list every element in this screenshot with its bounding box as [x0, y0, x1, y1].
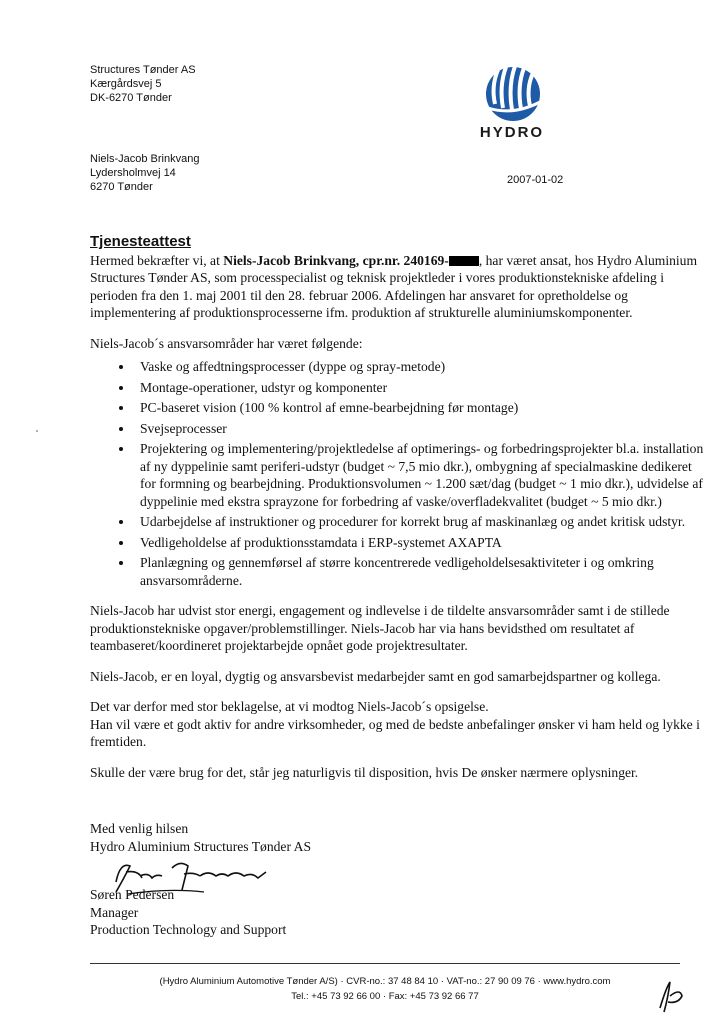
list-item: • Svejseprocesser	[134, 420, 708, 438]
recipient-name: Niels-Jacob Brinkvang	[90, 153, 200, 165]
regret-line-1: Det var derfor med stor beklagelse, at vi modtog Niels-Jacob´s opsigelse.	[90, 699, 489, 714]
list-item: • Projektering og implementering/projektledelse af optimerings- og forbedringsprojekter bl.a. installation af ny dyppelinie samt periferi-udstyr (budget ~ 7,5 mio dkr.), ombygning af specialmaskine dedikeret for formning og bearbejdning. Produktionsvolumen ~ 1.200 sæt/dag (budget ~ 1 mio dkr.), udvidelse af dyppelinie med ekstra sprayzone for forbedring af vaske/overfladekvalitet (budget ~ 5 mio dkr.)	[134, 440, 708, 510]
signer-name: Søren Pedersen	[90, 887, 175, 902]
closing-company: Hydro Aluminium Structures Tønder AS	[90, 838, 312, 854]
letter-date: 2007-01-02	[507, 174, 564, 186]
redaction-bar	[449, 256, 479, 266]
signer-role: Manager	[90, 904, 139, 920]
intro-post: , har været ansat, hos Hydro Aluminium Structures Tønder AS, som processpecialist og teknisk projektleder i vores produktionstekniske afdeling i perioden fra den 1. maj 2001 til den 28. februar 2006. Afdelingen har ansvaret for opretholdelse og implementering af produktionsprocesserne ifm. produktion af strukturelle aluminiumskomponenter.	[90, 252, 698, 320]
letter-body	[90, 233, 708, 794]
sender-address	[90, 63, 196, 105]
footer-company-line: (Hydro Aluminium Automotive Tønder A/S) · CVR-no.: 37 48 84 10 · VAT-no.: 27 90 09 76 · www.hydro.com	[159, 976, 611, 987]
list-item: • Planlægning og gennemførsel af større koncentrerede vedligeholdelsesaktiviteter i og omkring ansvarsområderne.	[134, 554, 708, 589]
letter-footer	[90, 974, 680, 1004]
loyal-paragraph: Niels-Jacob, er en loyal, dygtig og ansvarsbevist medarbejder samt en god samarbejdspartner og kollega.	[90, 668, 661, 684]
regret-line-2: Han vil være et godt aktiv for andre virksomheder, og med de bedste anbefalinger ønsker vi ham held og lykke i fremtiden.	[90, 716, 700, 749]
responsibilities-intro: Niels-Jacob´s ansvarsområder har været følgende:	[90, 335, 363, 351]
closing-block	[90, 820, 311, 855]
recipient-street: Lydersholmvej 14	[90, 167, 176, 179]
responsibilities-list	[90, 358, 708, 589]
signer-department: Production Technology and Support	[90, 922, 287, 937]
regret-paragraph	[90, 698, 708, 751]
contact-paragraph: Skulle der være brug for det, står jeg naturligvis til disposition, hvis De ønsker nærmere oplysninger.	[90, 764, 639, 780]
list-item: • PC-baseret vision (100 % kontrol af emne-bearbejdning før montage)	[134, 399, 708, 417]
footer-divider	[90, 963, 680, 964]
logo-wordmark: HYDRO	[479, 124, 545, 141]
energy-paragraph: Niels-Jacob har udvist stor energi, engagement og indlevelse i de tildelte ansvarsområder samt i de stillede produktionstekniske opgaver/problemstillinger. Niels-Jacob har via hans bevidsthed om resultatet af teambaseret/koordineret projektarbejde opnået gode projektresultater.	[90, 603, 670, 653]
recipient-address	[90, 152, 199, 194]
sender-city: DK-6270 Tønder	[90, 92, 172, 104]
intro-paragraph	[90, 252, 708, 322]
scan-speck	[36, 430, 38, 432]
recipient-city: 6270 Tønder	[90, 181, 153, 193]
closing-greeting: Med venlig hilsen	[90, 821, 189, 836]
hydro-sail-logo-icon	[478, 64, 548, 127]
list-item: • Udarbejdelse af instruktioner og procedurer for korrekt brug af maskinanlæg og andet kritisk udstyr.	[134, 513, 708, 531]
footer-contact-line: Tel.: +45 73 92 66 00 · Fax: +45 73 92 66 77	[291, 991, 479, 1002]
list-item: • Montage-operationer, udstyr og komponenter	[134, 379, 708, 397]
sender-company: Structures Tønder AS	[90, 64, 196, 76]
letter-title: Tjenesteattest	[90, 233, 191, 250]
signer-block	[90, 886, 286, 939]
list-item: • Vaske og affedtningsprocesser (dyppe og spray-metode)	[134, 358, 708, 376]
handwritten-initials	[652, 978, 692, 1014]
intro-bold: Niels-Jacob Brinkvang, cpr.nr. 240169-	[223, 252, 449, 268]
intro-pre: Hermed bekræfter vi, at	[90, 252, 224, 268]
sender-street: Kærgårdsvej 5	[90, 78, 162, 90]
list-item: • Vedligeholdelse af produktionsstamdata i ERP-systemet AXAPTA	[134, 534, 708, 552]
